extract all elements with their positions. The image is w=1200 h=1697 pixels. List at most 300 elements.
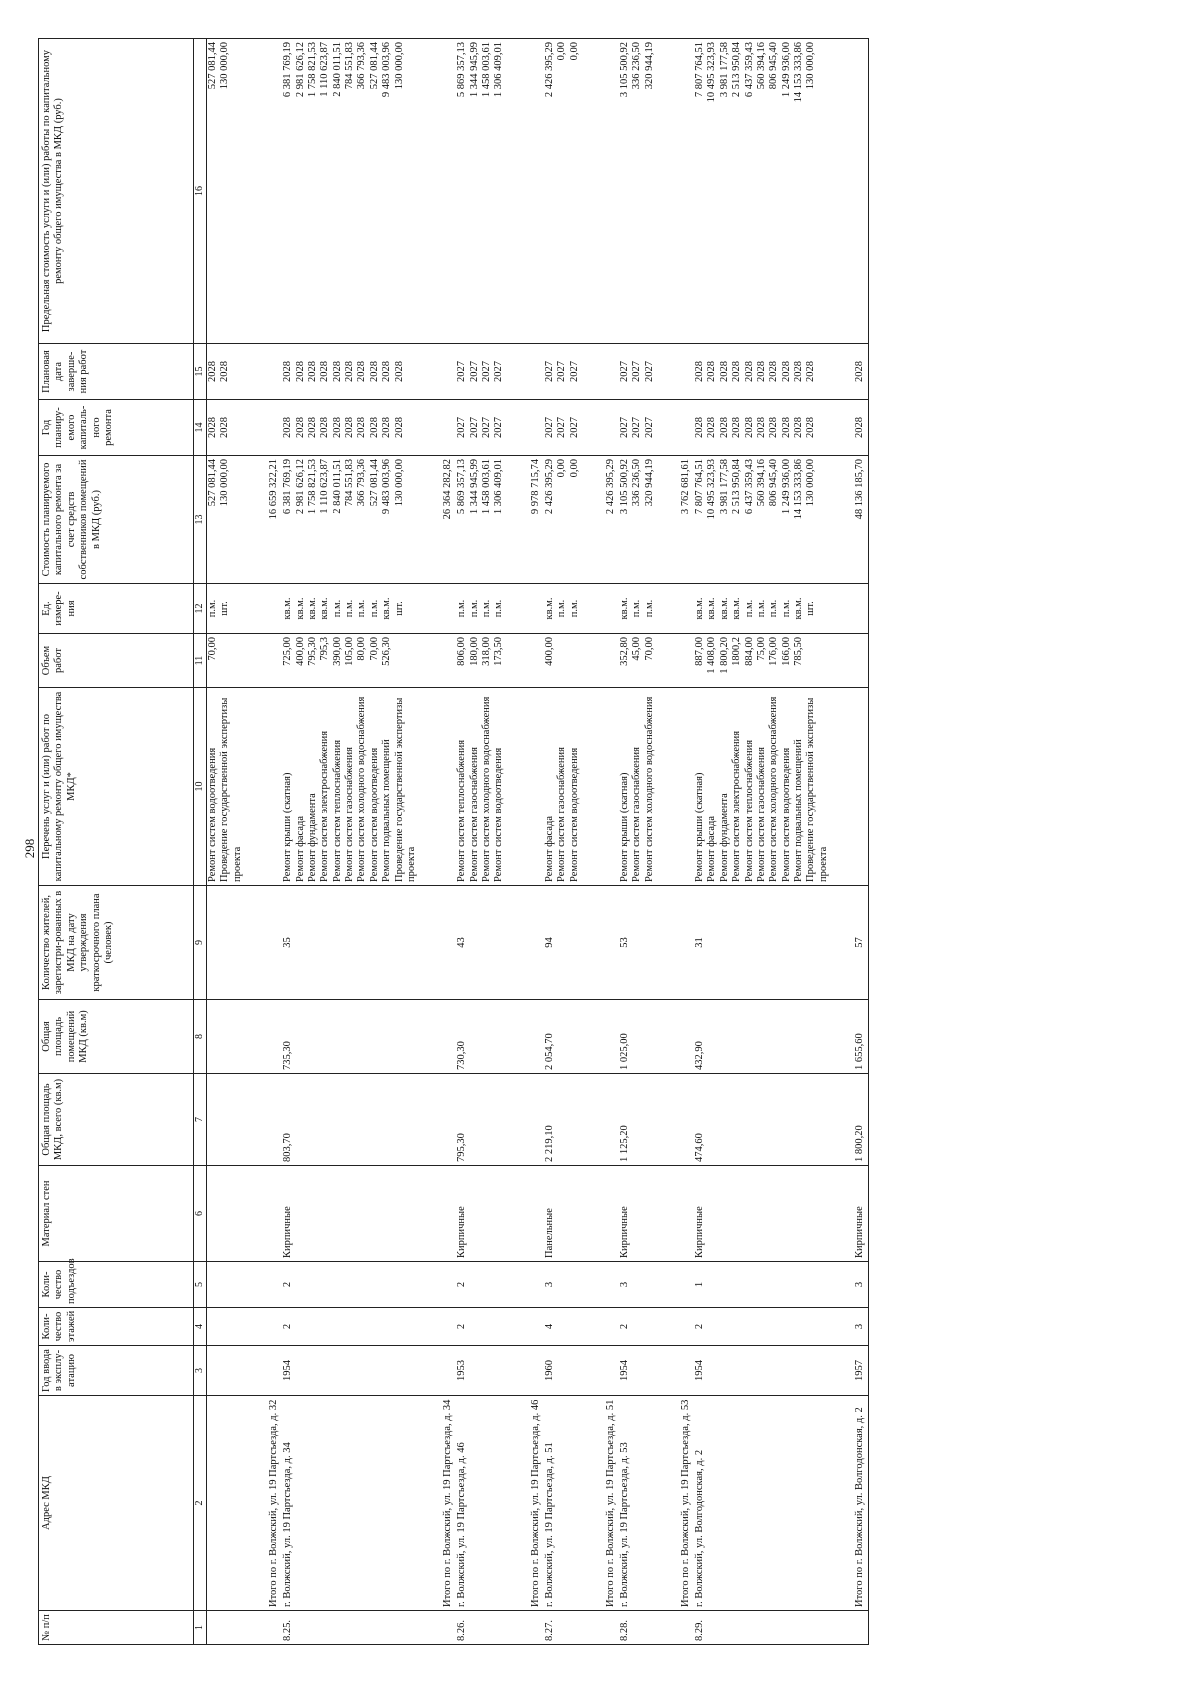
cell-col-6 [719, 1166, 731, 1262]
cell-col-16: 1 458 003,61 [481, 39, 493, 344]
table-row [282, 39, 294, 1645]
table-row [768, 39, 780, 1645]
cell-col-4 [781, 1308, 793, 1346]
cell-col-8 [768, 1000, 780, 1074]
cell-col-9 [731, 886, 743, 1000]
table-row [319, 39, 331, 1645]
cell-col-5 [219, 1262, 254, 1308]
cell-col-5: 3 [544, 1262, 556, 1308]
cell-col-10: Ремонт фасада [544, 688, 556, 886]
cell-col-11: 884,00 [744, 634, 756, 688]
cell-col-2 [805, 1396, 840, 1611]
cell-col-8 [781, 1000, 793, 1074]
cell-col-10 [254, 688, 282, 886]
cell-col-12: п.м. [781, 584, 793, 634]
cell-col-10: Ремонт систем холодного водоснабжения [356, 688, 368, 886]
cell-col-15: 2027 [631, 344, 643, 400]
cell-col-7 [706, 1074, 718, 1166]
cell-col-6: Кирпичные [282, 1166, 294, 1262]
cell-col-6 [805, 1166, 840, 1262]
cell-col-11: 70,00 [644, 634, 666, 688]
cell-col-10: Ремонт систем теплоснабжения [332, 688, 344, 886]
cell-col-8 [744, 1000, 756, 1074]
cell-col-13: 5 869 357,13 [456, 456, 468, 584]
cell-col-4 [307, 1308, 319, 1346]
cell-col-7 [666, 1074, 694, 1166]
cell-col-5 [344, 1262, 356, 1308]
cell-col-2: г. Волжский, ул. Волгодонская, д. 2 [694, 1396, 706, 1611]
cell-col-16: 6 437 359,43 [744, 39, 756, 344]
cell-col-12: п.м. [493, 584, 515, 634]
cell-col-14 [516, 400, 544, 456]
cell-col-4 [356, 1308, 368, 1346]
cell-col-12: кв.м. [719, 584, 731, 634]
cell-col-1 [516, 1611, 544, 1645]
cell-col-5 [768, 1262, 780, 1308]
cell-col-15: 2027 [556, 344, 568, 400]
cell-col-14: 2028 [282, 400, 294, 456]
cell-col-1 [369, 1611, 381, 1645]
cell-col-3 [556, 1346, 568, 1396]
cell-col-5: 1 [694, 1262, 706, 1308]
cell-col-9 [207, 886, 220, 1000]
table-body [207, 39, 869, 1645]
cell-col-7 [493, 1074, 515, 1166]
cell-col-14: 2028 [731, 400, 743, 456]
cell-col-14: 2028 [793, 400, 805, 456]
cell-col-11: 526,30 [381, 634, 393, 688]
cell-col-1 [207, 1611, 220, 1645]
cell-col-15: 2027 [456, 344, 468, 400]
cell-col-12: кв.м. [282, 584, 294, 634]
cell-col-16: 9 483 003,96 [381, 39, 393, 344]
cell-col-3 [332, 1346, 344, 1396]
cell-col-15: 2028 [219, 344, 254, 400]
cell-col-11: 1 408,00 [706, 634, 718, 688]
cell-col-3: 1957 [840, 1346, 869, 1396]
cell-col-1 [428, 1611, 456, 1645]
cell-col-16: 1 110 623,87 [319, 39, 331, 344]
cell-col-9 [469, 886, 481, 1000]
column-number-5: 5 [194, 1262, 207, 1308]
cell-col-7 [344, 1074, 356, 1166]
cell-col-12: шт. [219, 584, 254, 634]
cell-col-1 [332, 1611, 344, 1645]
cell-col-5 [319, 1262, 331, 1308]
cell-col-11 [591, 634, 619, 688]
cell-col-6 [369, 1166, 381, 1262]
cell-col-1 [493, 1611, 515, 1645]
cell-col-10: Ремонт систем холодного водоснабжения [644, 688, 666, 886]
cell-col-9 [219, 886, 254, 1000]
cell-col-7 [207, 1074, 220, 1166]
cell-col-2: Итого по г. Волжский, ул. 19 Партсъезда, д. 32 [254, 1396, 282, 1611]
cell-col-6 [706, 1166, 718, 1262]
cell-col-13: 9 978 715,74 [516, 456, 544, 584]
cell-col-15: 2027 [481, 344, 493, 400]
cell-col-4 [469, 1308, 481, 1346]
cell-col-2: Итого по г. Волжский, ул. 19 Партсъезда, д. 51 [591, 1396, 619, 1611]
cell-col-4 [319, 1308, 331, 1346]
cell-col-9 [307, 886, 319, 1000]
cell-col-11: 70,00 [207, 634, 220, 688]
cell-col-9: 31 [694, 886, 706, 1000]
table-row [356, 39, 368, 1645]
cell-col-7: 1 125,20 [619, 1074, 631, 1166]
cell-col-11 [840, 634, 869, 688]
cell-col-9: 53 [619, 886, 631, 1000]
cell-col-9 [556, 886, 568, 1000]
cell-col-16: 560 394,16 [756, 39, 768, 344]
cell-col-10: Ремонт крыши (скатная) [619, 688, 631, 886]
cell-col-6 [569, 1166, 591, 1262]
cell-col-12: кв.м. [731, 584, 743, 634]
cell-col-5 [731, 1262, 743, 1308]
cell-col-2 [556, 1396, 568, 1611]
cell-col-8 [631, 1000, 643, 1074]
cell-col-9 [756, 886, 768, 1000]
cell-col-13: 1 758 821,53 [307, 456, 319, 584]
cell-col-16 [516, 39, 544, 344]
column-number-13: 13 [194, 456, 207, 584]
cell-col-11: 45,00 [631, 634, 643, 688]
cell-col-6 [493, 1166, 515, 1262]
cell-col-9 [591, 886, 619, 1000]
cell-col-9 [344, 886, 356, 1000]
cell-col-14: 2028 [706, 400, 718, 456]
cell-col-9 [481, 886, 493, 1000]
cell-col-2 [793, 1396, 805, 1611]
cell-col-3 [666, 1346, 694, 1396]
column-header-2: Адрес МКД [39, 1396, 194, 1611]
cell-col-2 [469, 1396, 481, 1611]
cell-col-13: 10 495 323,93 [706, 456, 718, 584]
cell-col-16: 2 840 011,51 [332, 39, 344, 344]
cell-col-7 [569, 1074, 591, 1166]
cell-col-10: Проведение государственной экспертизы проекта [394, 688, 429, 886]
cell-col-7 [219, 1074, 254, 1166]
cell-col-1 [254, 1611, 282, 1645]
cell-col-16 [254, 39, 282, 344]
cell-col-13: 1 110 623,87 [319, 456, 331, 584]
cell-col-9: 43 [456, 886, 468, 1000]
cell-col-10: Ремонт фундамента [719, 688, 731, 886]
cell-col-5: 2 [456, 1262, 468, 1308]
cell-col-8 [307, 1000, 319, 1074]
cell-col-12: п.м. [332, 584, 344, 634]
cell-col-15 [254, 344, 282, 400]
cell-col-14: 2028 [781, 400, 793, 456]
cell-col-11: 352,80 [619, 634, 631, 688]
cell-col-5 [516, 1262, 544, 1308]
cell-col-10: Ремонт систем электроснабжения [731, 688, 743, 886]
cell-col-16: 806 945,40 [768, 39, 780, 344]
cell-col-12: п.м. [481, 584, 493, 634]
cell-col-10: Ремонт фундамента [307, 688, 319, 886]
column-header-12: Ед. измере-ния [39, 584, 194, 634]
cell-col-6 [591, 1166, 619, 1262]
cell-col-8 [731, 1000, 743, 1074]
cell-col-10 [840, 688, 869, 886]
cell-col-16: 0,00 [569, 39, 591, 344]
cell-col-14: 2027 [481, 400, 493, 456]
cell-col-12: п.м. [644, 584, 666, 634]
cell-col-5 [356, 1262, 368, 1308]
cell-col-4 [644, 1308, 666, 1346]
cell-col-6: Кирпичные [619, 1166, 631, 1262]
cell-col-7 [516, 1074, 544, 1166]
cell-col-14: 2028 [219, 400, 254, 456]
column-header-14: Год планиру-емого капиталь-ного ремонта [39, 400, 194, 456]
cell-col-11: 887,00 [694, 634, 706, 688]
cell-col-12: п.м. [356, 584, 368, 634]
cell-col-5 [756, 1262, 768, 1308]
table-row [381, 39, 393, 1645]
cell-col-13: 527 081,44 [369, 456, 381, 584]
cell-col-1: 8.28. [619, 1611, 631, 1645]
cell-col-15: 2028 [706, 344, 718, 400]
column-header-13: Стоимость планируемого капитального ремонта за счет средств собственников помещений в МКД (руб.) [39, 456, 194, 584]
cell-col-7 [369, 1074, 381, 1166]
cell-col-15: 2027 [493, 344, 515, 400]
cell-col-15: 2028 [731, 344, 743, 400]
cell-col-3 [719, 1346, 731, 1396]
cell-col-7: 2 219,10 [544, 1074, 556, 1166]
cell-col-8 [394, 1000, 429, 1074]
column-header-11: Объем работ [39, 634, 194, 688]
cell-col-3 [591, 1346, 619, 1396]
cell-col-9 [793, 886, 805, 1000]
table-row [219, 39, 254, 1645]
cell-col-5 [556, 1262, 568, 1308]
cell-col-14: 2028 [768, 400, 780, 456]
cell-col-12: кв.м. [619, 584, 631, 634]
cell-col-6: Кирпичные [456, 1166, 468, 1262]
column-number-1: 1 [194, 1611, 207, 1645]
total-row [428, 39, 456, 1645]
cell-col-10: Ремонт систем электроснабжения [319, 688, 331, 886]
column-header-7: Общая площадь МКД, всего (кв.м) [39, 1074, 194, 1166]
cell-col-14: 2028 [756, 400, 768, 456]
cell-col-1: 8.27. [544, 1611, 556, 1645]
cell-col-13: 1 249 936,00 [781, 456, 793, 584]
cell-col-8 [706, 1000, 718, 1074]
cell-col-12 [666, 584, 694, 634]
cell-col-8: 432,90 [694, 1000, 706, 1074]
column-header-16: Предельная стоимость услуги и (или) работы по капитальному ремонту общего имущества в МКД (руб.) [39, 39, 194, 344]
cell-col-6 [307, 1166, 319, 1262]
cell-col-3 [706, 1346, 718, 1396]
cell-col-1 [631, 1611, 643, 1645]
cell-col-3 [469, 1346, 481, 1396]
cell-col-14 [254, 400, 282, 456]
cell-col-9 [332, 886, 344, 1000]
cell-col-5 [369, 1262, 381, 1308]
column-header-5: Коли-чество подъездов [39, 1262, 194, 1308]
cell-col-5: 3 [840, 1262, 869, 1308]
cell-col-4 [394, 1308, 429, 1346]
cell-col-10: Ремонт систем газоснабжения [756, 688, 768, 886]
cell-col-6 [516, 1166, 544, 1262]
cell-col-2 [768, 1396, 780, 1611]
cell-col-15: 2028 [369, 344, 381, 400]
cell-col-8 [591, 1000, 619, 1074]
cell-col-4 [254, 1308, 282, 1346]
cell-col-13: 336 236,50 [631, 456, 643, 584]
cell-col-11: 725,00 [282, 634, 294, 688]
cell-col-11: 400,00 [295, 634, 307, 688]
cell-col-4 [756, 1308, 768, 1346]
cell-col-15: 2028 [694, 344, 706, 400]
cell-col-5 [781, 1262, 793, 1308]
cell-col-4 [666, 1308, 694, 1346]
cell-col-3 [394, 1346, 429, 1396]
cell-col-6 [207, 1166, 220, 1262]
cell-col-15: 2028 [295, 344, 307, 400]
cell-col-2 [344, 1396, 356, 1611]
cell-col-16: 3 981 177,58 [719, 39, 731, 344]
cell-col-9 [295, 886, 307, 1000]
cell-col-6 [481, 1166, 493, 1262]
column-header-8: Общая площадь помещений МКД (кв.м) [39, 1000, 194, 1074]
cell-col-13: 2 513 950,84 [731, 456, 743, 584]
table-row [694, 39, 706, 1645]
cell-col-10: Ремонт систем водоотведения [569, 688, 591, 886]
cell-col-7 [307, 1074, 319, 1166]
cell-col-10: Ремонт крыши (скатная) [282, 688, 294, 886]
cell-col-15: 2028 [394, 344, 429, 400]
cell-col-7 [768, 1074, 780, 1166]
cell-col-2 [369, 1396, 381, 1611]
cell-col-16: 1 306 409,01 [493, 39, 515, 344]
cell-col-8 [207, 1000, 220, 1074]
cell-col-9 [631, 886, 643, 1000]
cell-col-11: 70,00 [369, 634, 381, 688]
cell-col-7 [295, 1074, 307, 1166]
column-number-2: 2 [194, 1396, 207, 1611]
cell-col-1 [644, 1611, 666, 1645]
cell-col-10: Проведение государственной экспертизы проекта [805, 688, 840, 886]
cell-col-10: Ремонт фасада [706, 688, 718, 886]
cell-col-7 [428, 1074, 456, 1166]
cell-col-10: Ремонт систем газоснабжения [469, 688, 481, 886]
cell-col-14: 2028 [381, 400, 393, 456]
cell-col-14: 2027 [544, 400, 556, 456]
cell-col-15: 2028 [307, 344, 319, 400]
column-number-7: 7 [194, 1074, 207, 1166]
cell-col-7: 795,30 [456, 1074, 468, 1166]
cell-col-2 [381, 1396, 393, 1611]
cell-col-13: 2 840 011,51 [332, 456, 344, 584]
cell-col-6 [394, 1166, 429, 1262]
cell-col-13: 3 981 177,58 [719, 456, 731, 584]
cell-col-15: 2028 [719, 344, 731, 400]
cell-col-13: 2 426 395,29 [591, 456, 619, 584]
cell-col-14: 2028 [394, 400, 429, 456]
cell-col-14: 2027 [644, 400, 666, 456]
cell-col-4 [768, 1308, 780, 1346]
cell-col-2 [356, 1396, 368, 1611]
cell-col-11: 806,00 [456, 634, 468, 688]
cell-col-15: 2027 [469, 344, 481, 400]
cell-col-9 [569, 886, 591, 1000]
cell-col-14: 2027 [556, 400, 568, 456]
cell-col-15: 2027 [544, 344, 556, 400]
cell-col-1 [591, 1611, 619, 1645]
cell-col-12: кв.м. [307, 584, 319, 634]
cell-col-12: п.м. [369, 584, 381, 634]
cell-col-9 [744, 886, 756, 1000]
cell-col-9 [706, 886, 718, 1000]
cell-col-12: кв.м. [694, 584, 706, 634]
total-row [840, 39, 869, 1645]
cell-col-10: Ремонт систем теплоснабжения [744, 688, 756, 886]
cell-col-13: 6 381 769,19 [282, 456, 294, 584]
cell-col-15: 2028 [282, 344, 294, 400]
cell-col-15: 2028 [319, 344, 331, 400]
cell-col-9 [516, 886, 544, 1000]
cell-col-5 [394, 1262, 429, 1308]
cell-col-15: 2028 [356, 344, 368, 400]
cell-col-8 [516, 1000, 544, 1074]
cell-col-15: 2027 [644, 344, 666, 400]
cell-col-5 [706, 1262, 718, 1308]
cell-col-14: 2028 [840, 400, 869, 456]
cell-col-1 [768, 1611, 780, 1645]
cell-col-13: 130 000,00 [394, 456, 429, 584]
cell-col-11: 1 800,20 [719, 634, 731, 688]
cell-col-10: Ремонт систем водоотведения [207, 688, 220, 886]
column-number-10: 10 [194, 688, 207, 886]
cell-col-16: 2 513 950,84 [731, 39, 743, 344]
cell-col-9: 57 [840, 886, 869, 1000]
cell-col-16 [840, 39, 869, 344]
cell-col-5 [631, 1262, 643, 1308]
cell-col-5 [307, 1262, 319, 1308]
cell-col-6 [631, 1166, 643, 1262]
cell-col-4 [369, 1308, 381, 1346]
cell-col-4 [631, 1308, 643, 1346]
cell-col-15: 2028 [332, 344, 344, 400]
cell-col-2 [295, 1396, 307, 1611]
cell-col-11: 176,00 [768, 634, 780, 688]
cell-col-4 [719, 1308, 731, 1346]
cell-col-7 [394, 1074, 429, 1166]
cell-col-10 [666, 688, 694, 886]
cell-col-10 [591, 688, 619, 886]
cell-col-14: 2027 [619, 400, 631, 456]
total-row [591, 39, 619, 1645]
cell-col-14: 2027 [569, 400, 591, 456]
cell-col-1 [744, 1611, 756, 1645]
cell-col-3 [644, 1346, 666, 1396]
table-row [805, 39, 840, 1645]
cell-col-15: 2028 [744, 344, 756, 400]
cell-col-3 [768, 1346, 780, 1396]
cell-col-12: п.м. [469, 584, 481, 634]
cell-col-3 [493, 1346, 515, 1396]
cell-col-3 [756, 1346, 768, 1396]
cell-col-11 [666, 634, 694, 688]
cell-col-4 [381, 1308, 393, 1346]
cell-col-4 [295, 1308, 307, 1346]
cell-col-5 [469, 1262, 481, 1308]
cell-col-5 [793, 1262, 805, 1308]
cell-col-15 [516, 344, 544, 400]
cell-col-11: 785,50 [793, 634, 805, 688]
table-row [719, 39, 731, 1645]
cell-col-4: 3 [840, 1308, 869, 1346]
